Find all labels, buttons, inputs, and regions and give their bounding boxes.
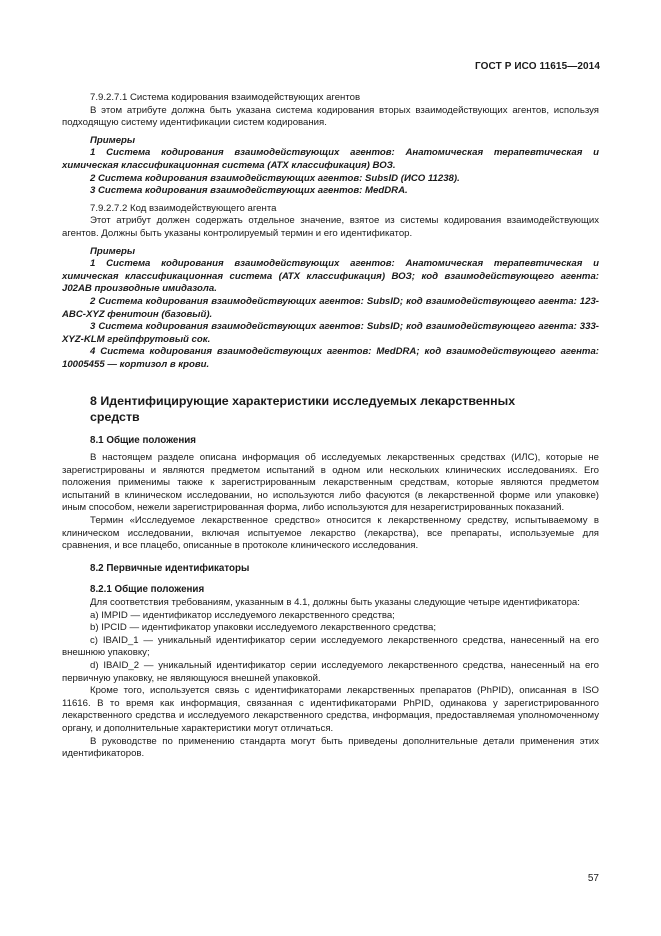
examples-label: Примеры xyxy=(90,134,136,146)
example-item: 3 Система кодирования взаимодействующих агентов: MedDRA. xyxy=(90,185,408,197)
subsection-title-7-9-2-7-1: 7.9.2.7.1 Система кодирования взаимодействующих агентов xyxy=(90,92,361,103)
page-body xyxy=(62,92,599,761)
page-number: 57 xyxy=(587,873,599,884)
example-item: 2 Система кодирования взаимодействующих агентов: SubsID; код взаимодействующего агента: 123-ABC-XYZ фенитоин (базовый). xyxy=(62,295,599,320)
subsection-title-7-9-2-7-2: 7.9.2.7.2 Код взаимодействующего агента xyxy=(90,202,277,214)
example-item: 4 Система кодирования взаимодействующих агентов: MedDRA; код взаимодействующего агента: 10005455 — кортизол в крови. xyxy=(62,346,599,370)
paragraph: Этот атрибут должен содержать отдельное значение, взятое из системы кодирования взаимодействующих агентов. Должны быть указаны контролируемый термин и его идентификатор. xyxy=(62,215,599,239)
paragraph: В руководстве по применению стандарта могут быть приведены дополнительные детали применения этих идентификаторов. xyxy=(62,735,599,760)
section-title-8: 8 Идентифицирующие характеристики исследуемых лекарственных средств xyxy=(90,394,516,425)
paragraph: Для соответствия требованиям, указанным в 4.1, должны быть указаны следующие четыре идентификатора: xyxy=(90,597,580,608)
paragraph: Кроме того, используется связь с идентификаторами лекарственных препаратов (PhPID), описанная в ISO 11616. В то время как информация, связанная с идентификаторами PhPID, одинакова у зарегистрированного лекарственного средства и исследуемого лекарственного средства, информация, предоставляемая уполномоченному органу, и дополнительные характеристики могут отличаться. xyxy=(62,685,599,734)
paragraph: В настоящем разделе описана информация об исследуемых лекарственных средствах (ИЛС), которые не зарегистрированы и являются предметом испытаний в одном или нескольких клинических исследованиях. Его положения применимы также к зарегистрированным лекарственным средствам, которые являются предметом испытаний в клиническом исследовании, но используются либо фасуются (в лекарственной форме или упаковке) иным способом, нежели зарегистрированная форма, либо используются для незарегистрированных показаний. xyxy=(62,452,599,514)
examples-label: Примеры xyxy=(90,245,136,257)
example-item: 3 Система кодирования взаимодействующих агентов: SubsID; код взаимодействующего агента: 333-XYZ-KLM грейпфрутовый сок. xyxy=(62,321,599,345)
list-item: a) IMPID — идентификатор исследуемого лекарственного средства; xyxy=(90,609,395,621)
list-item: d) IBAID_2 — уникальный идентификатор серии исследуемого лекарственного средства, нанесенный на его первичную упаковку, не являющуюся внешней упаковкой. xyxy=(62,659,599,684)
example-item: 2 Система кодирования взаимодействующих агентов: SubsID (ИСО 11238). xyxy=(90,172,460,184)
section-title-8-2-1: 8.2.1 Общие положения xyxy=(90,584,205,596)
list-item: c) IBAID_1 — уникальный идентификатор серии исследуемого лекарственного средства, нанесенный на его внешнюю упаковку; xyxy=(62,634,599,659)
section-title-8-2: 8.2 Первичные идентификаторы xyxy=(90,562,250,574)
example-item: 1 Система кодирования взаимодействующих агентов: Анатомическая терапевтическая и химическая классификационная система (АТХ классификация) ВОЗ; код взаимодействующего агента: J02AB производные имидазола. xyxy=(62,258,599,295)
section-title-8-1: 8.1 Общие положения xyxy=(90,435,197,447)
paragraph: В этом атрибуте должна быть указана система кодирования вторых взаимодействующих агентов, используя подходящую систему идентификации систем кодирования. xyxy=(62,104,599,129)
example-item: 1 Система кодирования взаимодействующих агентов: Анатомическая терапевтическая и химическая классификационная система (АТХ классификация) ВОЗ. xyxy=(62,147,599,171)
list-item: b) IPCID — идентификатор упаковки исследуемого лекарственного средства; xyxy=(90,622,437,634)
paragraph: Термин «Исследуемое лекарственное средство» относится к лекарственному средству, испытываемому в клиническом исследовании, включая испытуемое лекарство (лекарства), все препараты, используемые для сравнения, и все плацебо, описанные в протоколе клинического исследования. xyxy=(62,515,599,552)
document-header: ГОСТ Р ИСО 11615—2014 xyxy=(475,61,600,72)
